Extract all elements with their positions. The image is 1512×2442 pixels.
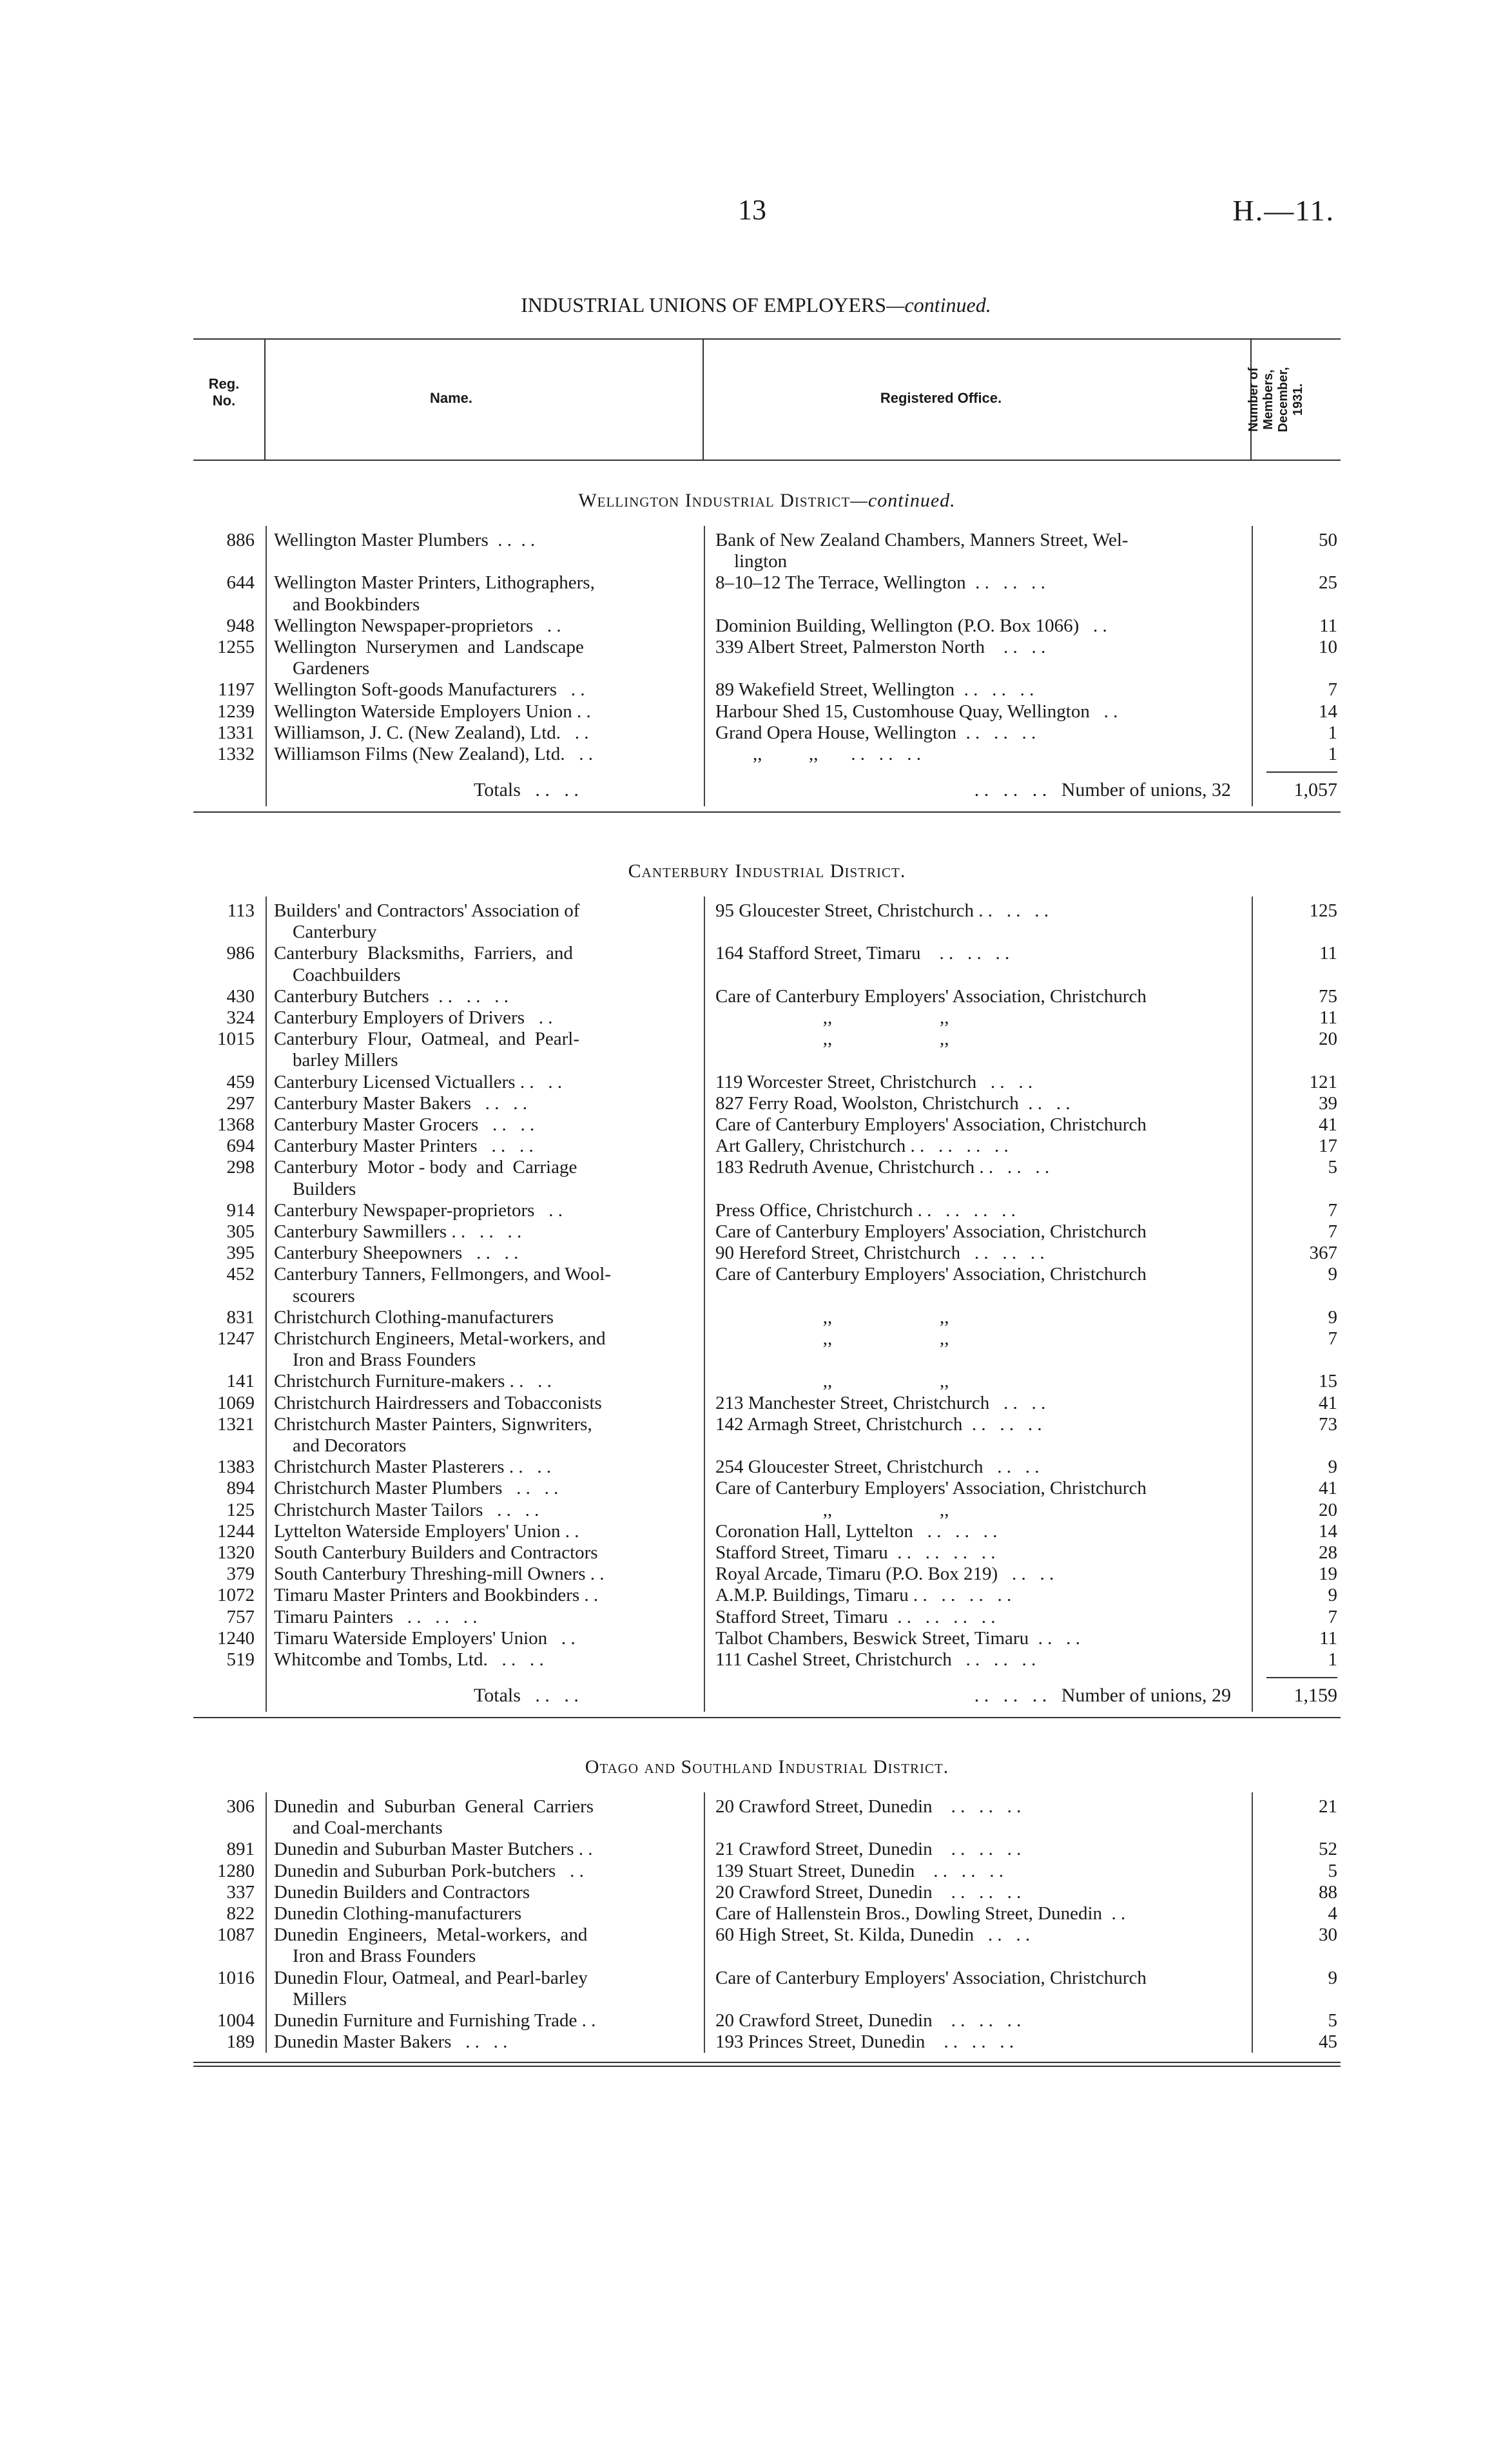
member-count: 4: [1328, 1903, 1337, 1924]
member-count: 15: [1319, 1371, 1337, 1392]
union-name: Canterbury Licensed Victuallers . . . .: [274, 1071, 563, 1092]
reg-number: 1015: [217, 1029, 255, 1050]
registered-office: Care of Canterbury Employers' Association, Christchurch: [715, 1478, 1147, 1499]
member-count: 5: [1328, 2010, 1337, 2031]
registered-office: Stafford Street, Timaru . . . . . . . .: [715, 1606, 996, 1627]
union-name: Whitcombe and Tombs, Ltd. . . . .: [274, 1649, 544, 1670]
registered-office: 827 Ferry Road, Woolston, Christchurch . . . .: [715, 1092, 1071, 1114]
union-name: Canterbury Motor - body and Carriage: [274, 1157, 577, 1178]
member-count: 41: [1319, 1114, 1337, 1135]
registered-office: Care of Canterbury Employers' Association, Christchurch: [715, 1967, 1147, 1988]
reg-number: 379: [226, 1564, 255, 1585]
union-name: Canterbury Sawmillers . . . . . .: [274, 1221, 522, 1242]
column-header-reg-line: No.: [212, 392, 236, 409]
member-count: 9: [1328, 1306, 1337, 1328]
union-name: South Canterbury Builders and Contractors: [274, 1542, 598, 1563]
section-bottom-rule: [193, 811, 1341, 813]
union-name: Christchurch Engineers, Metal-workers, and: [274, 1328, 606, 1349]
registered-office: ,, ,,: [715, 1499, 949, 1520]
union-name: and Coal-merchants: [274, 1817, 443, 1839]
registered-office: Dominion Building, Wellington (P.O. Box 1066) . .: [715, 615, 1107, 636]
registered-office: Care of Canterbury Employers' Association, Christchurch: [715, 1114, 1147, 1135]
member-count: 1: [1328, 744, 1337, 764]
member-count: 39: [1319, 1092, 1337, 1114]
union-name: Canterbury Master Bakers . . . .: [274, 1092, 528, 1114]
union-name: Dunedin Master Bakers . . . .: [274, 2031, 508, 2053]
reg-number: 822: [226, 1903, 255, 1924]
union-name: Timaru Master Printers and Bookbinders . .: [274, 1585, 599, 1606]
totals-label: Totals . . . .: [474, 1685, 579, 1707]
registered-office: 8–10–12 The Terrace, Wellington . . . . . .: [715, 572, 1045, 594]
registered-office: 254 Gloucester Street, Christchurch . . . .: [715, 1457, 1040, 1478]
union-name: Coachbuilders: [274, 964, 401, 985]
union-name: and Bookbinders: [274, 594, 420, 615]
member-count: 11: [1319, 615, 1337, 636]
column-header-members-line: December,: [1276, 367, 1290, 432]
member-count: 1: [1328, 1649, 1337, 1670]
union-count: . . . . . . Number of unions, 29: [974, 1685, 1231, 1707]
registered-office: 95 Gloucester Street, Christchurch . . . . . .: [715, 900, 1049, 921]
registered-office: Art Gallery, Christchurch . . . . . . . .: [715, 1136, 1009, 1157]
section-bottom-rule: [193, 1717, 1341, 1718]
reg-number: 125: [226, 1499, 255, 1520]
member-count: 11: [1319, 1627, 1337, 1649]
union-name: Wellington Newspaper-proprietors . .: [274, 615, 561, 636]
section-heading: [193, 490, 1341, 512]
column-header-members-line: Number of: [1246, 367, 1261, 432]
registered-office: 164 Stafford Street, Timaru . . . . . .: [715, 943, 1010, 964]
union-name: Builders' and Contractors' Association of: [274, 900, 580, 921]
union-name: Dunedin Engineers, Metal-workers, and: [274, 1924, 588, 1946]
union-name: Wellington Master Printers, Lithographers,: [274, 572, 595, 594]
page-number: 13: [738, 194, 766, 226]
registered-office: 213 Manchester Street, Christchurch . . . .: [715, 1392, 1046, 1413]
union-name: Canterbury Master Grocers . . . .: [274, 1114, 535, 1135]
union-name: Dunedin Flour, Oatmeal, and Pearl-barley: [274, 1967, 588, 1988]
header-divider: [264, 338, 266, 461]
union-name: Dunedin and Suburban Master Butchers . .: [274, 1839, 593, 1860]
column-header-name: Name.: [429, 390, 473, 406]
column-header-reg-line: Reg.: [208, 376, 240, 392]
reg-number: 644: [226, 572, 255, 594]
reg-number: 1383: [217, 1457, 255, 1478]
reg-number: 113: [227, 900, 255, 921]
header-divider: [703, 338, 704, 461]
registered-office: Press Office, Christchurch . . . . . . . .: [715, 1199, 1016, 1221]
union-name: Christchurch Master Painters, Signwriters,: [274, 1413, 592, 1435]
column-header-members: [1246, 367, 1306, 432]
reg-number: 189: [226, 2031, 255, 2053]
member-count: 7: [1328, 1221, 1337, 1242]
union-name: and Decorators: [274, 1435, 407, 1456]
reg-number: 306: [226, 1796, 255, 1817]
union-name: Wellington Master Plumbers . . . .: [274, 530, 536, 550]
reg-number: 305: [226, 1221, 255, 1242]
member-count: 45: [1319, 2031, 1337, 2053]
sum-rule: [1266, 1677, 1337, 1678]
union-name: Canterbury Blacksmiths, Farriers, and: [274, 943, 573, 964]
member-count: 7: [1328, 679, 1337, 701]
reg-number: 337: [226, 1881, 255, 1903]
section-otago-southland: [193, 1756, 1341, 2117]
registered-office: Stafford Street, Timaru . . . . . . . .: [715, 1542, 996, 1563]
member-count: 7: [1328, 1199, 1337, 1221]
member-count: 7: [1328, 1606, 1337, 1627]
registered-office: A.M.P. Buildings, Timaru . . . . . . . .: [715, 1585, 1012, 1606]
union-name: Wellington Waterside Employers Union . .: [274, 701, 591, 722]
union-name: Builders: [274, 1178, 356, 1199]
registered-office: 111 Cashel Street, Christchurch . . . . . .: [715, 1649, 1036, 1670]
registered-office: 60 High Street, St. Kilda, Dunedin . . . .: [715, 1924, 1031, 1946]
registered-office: 20 Crawford Street, Dunedin . . . . . .: [715, 2010, 1022, 2031]
reg-number: 1072: [217, 1585, 255, 1606]
member-count: 9: [1328, 1585, 1337, 1606]
union-name: Dunedin Builders and Contractors: [274, 1881, 530, 1903]
column-header-reg: [193, 376, 255, 409]
union-name: Canterbury Tanners, Fellmongers, and Wool-: [274, 1264, 611, 1285]
registered-office: Harbour Shed 15, Customhouse Quay, Wellington . .: [715, 701, 1118, 722]
registered-office: 90 Hereford Street, Christchurch . . . . . .: [715, 1243, 1045, 1264]
registered-office: 142 Armagh Street, Christchurch . . . . . .: [715, 1413, 1042, 1435]
registered-office: 183 Redruth Avenue, Christchurch . . . . . .: [715, 1157, 1050, 1178]
reg-number: 141: [226, 1371, 255, 1392]
column-header: [193, 338, 1341, 461]
registered-office: Talbot Chambers, Beswick Street, Timaru . . . .: [715, 1627, 1080, 1649]
union-count: . . . . . . Number of unions, 32: [974, 779, 1231, 801]
reg-number: 430: [226, 985, 255, 1007]
member-count: 14: [1319, 701, 1337, 722]
union-name: Dunedin Clothing-manufacturers: [274, 1903, 522, 1924]
registered-office: Care of Hallenstein Bros., Dowling Street, Dunedin . .: [715, 1903, 1126, 1924]
column-header-office: Registered Office.: [880, 390, 1002, 406]
section-heading: Otago and Southland Industrial District.: [585, 1756, 949, 1778]
reg-number: 1368: [217, 1114, 255, 1135]
reg-number: 395: [226, 1243, 255, 1264]
member-count: 73: [1319, 1413, 1337, 1435]
registered-office: 20 Crawford Street, Dunedin . . . . . .: [715, 1796, 1022, 1817]
reg-number: 298: [226, 1157, 255, 1178]
union-name: barley Millers: [274, 1050, 398, 1071]
union-name: Gardeners: [274, 658, 370, 679]
member-count: 14: [1319, 1520, 1337, 1542]
reg-number: 1004: [217, 2010, 255, 2031]
registered-office: Care of Canterbury Employers' Association, Christchurch: [715, 1264, 1147, 1285]
union-name: Wellington Soft-goods Manufacturers . .: [274, 679, 585, 701]
registered-office: Royal Arcade, Timaru (P.O. Box 219) . . . .: [715, 1564, 1054, 1585]
union-name: Iron and Brass Founders: [274, 1946, 476, 1967]
reg-number: 1087: [217, 1924, 255, 1946]
table-bottom-rule: [193, 2066, 1341, 2067]
reg-number: 914: [226, 1199, 255, 1221]
union-name: Millers: [274, 1988, 347, 2010]
reg-number: 1280: [217, 1860, 255, 1881]
reg-column-rule: [266, 526, 267, 806]
table-bottom-rule: [193, 2062, 1341, 2063]
registered-office: ,, ,, . . . . . .: [715, 744, 921, 764]
reg-number: 452: [226, 1264, 255, 1285]
union-name: Canterbury Butchers . . . . . .: [274, 985, 509, 1007]
reg-number: 1321: [217, 1413, 255, 1435]
reg-number: 1069: [217, 1392, 255, 1413]
member-count: 5: [1328, 1860, 1337, 1881]
union-name: Williamson Films (New Zealand), Ltd. . .: [274, 744, 593, 764]
page-title: [0, 293, 1512, 317]
totals-label: Totals . . . .: [474, 779, 579, 801]
union-name: Christchurch Master Plumbers . . . .: [274, 1478, 559, 1499]
registered-office: 21 Crawford Street, Dunedin . . . . . .: [715, 1839, 1022, 1860]
union-name: Canterbury Flour, Oatmeal, and Pearl-: [274, 1029, 579, 1050]
section-heading: Canterbury Industrial District.: [628, 860, 906, 882]
registered-office: 20 Crawford Street, Dunedin . . . . . .: [715, 1881, 1022, 1903]
member-count: 30: [1319, 1924, 1337, 1946]
member-count: 11: [1319, 1007, 1337, 1028]
union-name: Christchurch Master Plasterers . . . .: [274, 1457, 552, 1478]
registered-office: Care of Canterbury Employers' Association, Christchurch: [715, 1221, 1147, 1242]
member-count: 1: [1328, 722, 1337, 743]
member-count: 52: [1319, 1839, 1337, 1860]
member-count: 28: [1319, 1542, 1337, 1563]
member-count: 121: [1309, 1071, 1337, 1092]
union-name: Lyttelton Waterside Employers' Union . .: [274, 1520, 579, 1542]
registered-office: ,, ,,: [715, 1029, 949, 1050]
union-name: Christchurch Furniture-makers . . . .: [274, 1371, 552, 1392]
reg-number: 831: [226, 1306, 255, 1328]
header-bottom-rule: [193, 460, 1341, 461]
member-count: 5: [1328, 1157, 1337, 1178]
column-header-members-line: Members,: [1261, 369, 1275, 430]
reg-number: 1320: [217, 1542, 255, 1563]
reg-number: 694: [226, 1136, 255, 1157]
union-name: Timaru Painters . . . . . .: [274, 1606, 478, 1627]
union-name: Christchurch Master Tailors . . . .: [274, 1499, 539, 1520]
reg-column-rule: [266, 896, 267, 1712]
reg-column-rule: [266, 1792, 267, 2053]
section-heading-text: Wellington Industrial District: [578, 490, 851, 511]
registered-office: 89 Wakefield Street, Wellington . . . . . .: [715, 679, 1034, 701]
member-count: 7: [1328, 1328, 1337, 1349]
union-name: Canterbury: [274, 922, 377, 943]
reg-number: 1247: [217, 1328, 255, 1349]
reg-number: 1240: [217, 1627, 255, 1649]
reg-number: 1255: [217, 637, 255, 657]
registered-office: ,, ,,: [715, 1328, 949, 1349]
reg-number: 1331: [217, 722, 255, 743]
header-top-rule: [193, 338, 1341, 340]
member-count: 9: [1328, 1264, 1337, 1285]
page-title-suffix: —continued.: [886, 293, 991, 316]
union-name: Canterbury Sheepowners . . . .: [274, 1243, 519, 1264]
reg-number: 886: [226, 530, 255, 550]
union-name: Dunedin and Suburban General Carriers: [274, 1796, 594, 1817]
document-reference: H.—11.: [1232, 194, 1335, 227]
sum-rule: [1266, 771, 1337, 773]
member-count: 25: [1319, 572, 1337, 594]
totals-members: 1,159: [1294, 1685, 1337, 1707]
union-name: Canterbury Employers of Drivers . .: [274, 1007, 553, 1028]
member-count: 21: [1319, 1796, 1337, 1817]
reg-number: 1197: [218, 679, 255, 701]
reg-number: 891: [226, 1839, 255, 1860]
reg-number: 1016: [217, 1967, 255, 1988]
union-name: Christchurch Clothing-manufacturers: [274, 1306, 554, 1328]
reg-number: 297: [226, 1092, 255, 1114]
registered-office: 339 Albert Street, Palmerston North . . . .: [715, 637, 1046, 657]
member-count: 10: [1319, 637, 1337, 657]
registered-office: Bank of New Zealand Chambers, Manners Street, Wel-: [715, 530, 1129, 550]
union-name: South Canterbury Threshing-mill Owners . .: [274, 1564, 605, 1585]
registered-office: ,, ,,: [715, 1007, 949, 1028]
registered-office: lington: [715, 551, 788, 572]
union-name: Timaru Waterside Employers' Union . .: [274, 1627, 576, 1649]
member-count: 50: [1319, 530, 1337, 550]
member-count: 17: [1319, 1136, 1337, 1157]
union-name: Iron and Brass Founders: [274, 1350, 476, 1371]
section-canterbury: [193, 860, 1341, 1730]
union-name: Dunedin and Suburban Pork-butchers . .: [274, 1860, 584, 1881]
union-name: Wellington Nurserymen and Landscape: [274, 637, 584, 657]
member-count: 11: [1319, 943, 1337, 964]
reg-number: 757: [226, 1606, 255, 1627]
member-count: 125: [1309, 900, 1337, 921]
member-count: 75: [1319, 985, 1337, 1007]
reg-number: 459: [226, 1071, 255, 1092]
union-name: Christchurch Hairdressers and Tobacconists: [274, 1392, 602, 1413]
column-header-members-line: 1931.: [1291, 383, 1305, 416]
registered-office: ,, ,,: [715, 1371, 949, 1392]
member-count: 20: [1319, 1029, 1337, 1050]
registered-office: Grand Opera House, Wellington . . . . . .: [715, 722, 1036, 743]
registered-office: 119 Worcester Street, Christchurch . . . .: [715, 1071, 1033, 1092]
reg-number: 894: [226, 1478, 255, 1499]
member-count: 19: [1319, 1564, 1337, 1585]
union-name: Dunedin Furniture and Furnishing Trade . .: [274, 2010, 596, 2031]
registered-office: Coronation Hall, Lyttelton . . . . . .: [715, 1520, 998, 1542]
registered-office: 193 Princes Street, Dunedin . . . . . .: [715, 2031, 1014, 2053]
reg-number: 1244: [217, 1520, 255, 1542]
registered-office: Care of Canterbury Employers' Association, Christchurch: [715, 985, 1147, 1007]
union-name: Williamson, J. C. (New Zealand), Ltd. . .: [274, 722, 589, 743]
union-name: Canterbury Newspaper-proprietors . .: [274, 1199, 563, 1221]
reg-number: 986: [226, 943, 255, 964]
reg-number: 519: [226, 1649, 255, 1670]
registered-office: 139 Stuart Street, Dunedin . . . . . .: [715, 1860, 1004, 1881]
reg-number: 948: [226, 615, 255, 636]
member-count: 41: [1319, 1392, 1337, 1413]
member-count: 88: [1319, 1881, 1337, 1903]
reg-number: 1239: [217, 701, 255, 722]
union-name: Canterbury Master Printers . . . .: [274, 1136, 534, 1157]
section-wellington: [193, 490, 1341, 838]
totals-members: 1,057: [1294, 779, 1337, 801]
member-count: 9: [1328, 1967, 1337, 1988]
registered-office: ,, ,,: [715, 1306, 949, 1328]
member-count: 9: [1328, 1457, 1337, 1478]
member-count: 367: [1309, 1243, 1337, 1264]
reg-number: 324: [226, 1007, 255, 1028]
page-title-main: INDUSTRIAL UNIONS OF EMPLOYERS: [521, 293, 887, 316]
member-count: 41: [1319, 1478, 1337, 1499]
member-count: 20: [1319, 1499, 1337, 1520]
union-name: scourers: [274, 1285, 355, 1306]
section-heading-suffix: —continued.: [850, 490, 956, 511]
reg-number: 1332: [217, 744, 255, 764]
